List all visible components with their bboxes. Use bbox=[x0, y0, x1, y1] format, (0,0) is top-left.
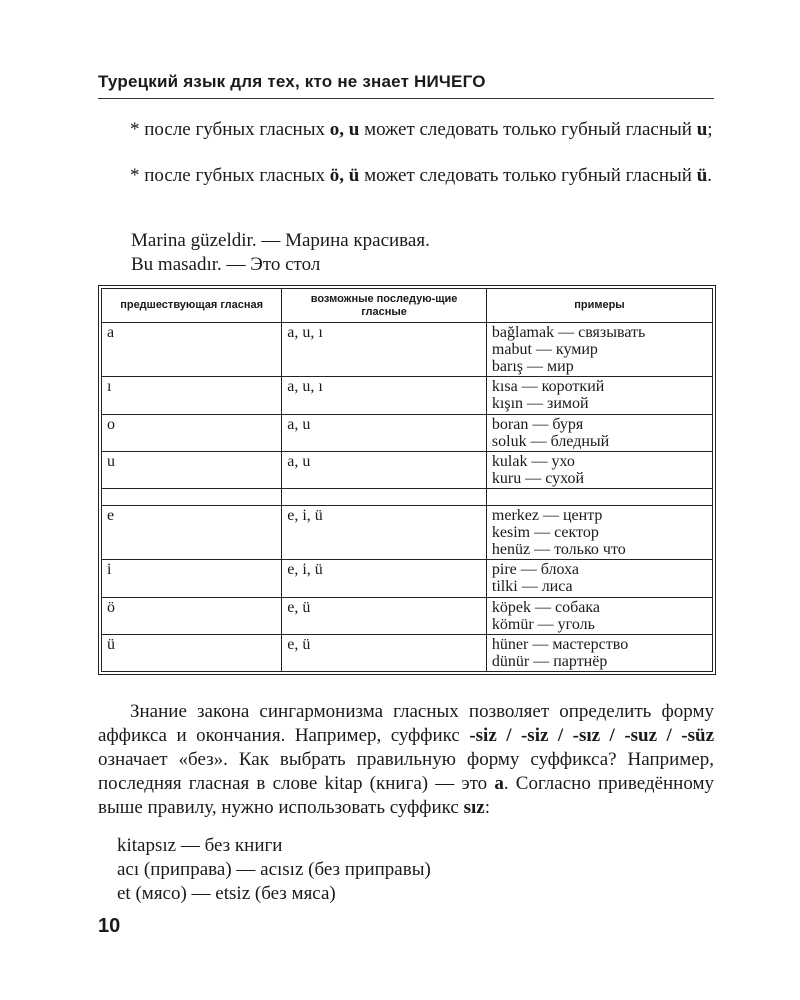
example-word: bağlamak — связывать bbox=[491, 324, 646, 341]
rule-text: . bbox=[707, 165, 713, 186]
example-word: dünür — партнёр bbox=[491, 652, 608, 670]
rule-text: * после губных гласных bbox=[130, 165, 330, 186]
next-vowels-cell: a, u bbox=[282, 451, 487, 488]
col-header-previous-vowel: предшествующая гласная bbox=[102, 289, 282, 323]
final-example-3: et (мясо) — etsiz (без мяса) bbox=[117, 883, 336, 904]
example-sentence-2: Bu masadır. — Это стол bbox=[131, 254, 321, 275]
examples-cell bbox=[486, 377, 712, 414]
example-word: kesim — сектор bbox=[491, 524, 599, 541]
examples-cell bbox=[486, 488, 712, 505]
previous-vowel-cell: i bbox=[102, 560, 282, 597]
example-word: henüz — только что bbox=[491, 541, 626, 558]
example-sentence-1: Marina güzeldir. — Марина красивая. bbox=[131, 230, 430, 251]
example-word: köpek — собака bbox=[491, 598, 600, 616]
final-example-2: acı (приправа) — acısız (без приправы) bbox=[117, 859, 431, 880]
next-vowels-cell: e, ü bbox=[282, 597, 487, 634]
example-word: merkez — центр bbox=[491, 507, 603, 524]
rule-bold-vowels: o, u bbox=[329, 119, 360, 140]
example-word: soluk — бледный bbox=[491, 432, 610, 450]
table-row bbox=[102, 506, 713, 560]
rule-text: может следовать только губный гласный bbox=[359, 165, 697, 186]
rule-bold-vowel: u bbox=[696, 119, 708, 140]
example-word: tilki — лиса bbox=[491, 578, 573, 596]
example-word: kısa — короткий bbox=[491, 378, 605, 396]
previous-vowel-cell: e bbox=[102, 506, 282, 560]
table-row bbox=[102, 451, 713, 488]
vowel-harmony-table bbox=[98, 285, 716, 675]
page-header: Турецкий язык для тех, кто не знает НИЧЕГО bbox=[98, 72, 714, 99]
previous-vowel-cell: u bbox=[102, 451, 282, 488]
example-word: kömür — уголь bbox=[491, 615, 595, 633]
previous-vowel-cell: ü bbox=[102, 634, 282, 671]
paragraph-text: Знание закона сингармонизма гласных позволяет определить форму аффикса и окончания. Например, суффикс bbox=[98, 701, 714, 746]
example-word: mabut — кумир bbox=[491, 341, 598, 358]
example-word: barış — мир bbox=[491, 358, 574, 375]
examples-cell bbox=[486, 451, 712, 488]
previous-vowel-cell: ö bbox=[102, 597, 282, 634]
rule-front-rounded-vowels bbox=[98, 164, 714, 188]
example-word: hüner — мастерство bbox=[491, 635, 629, 653]
paragraph-text: означает «без». Как выбрать правильную форму суффикса? Например, последняя гласная в слове kitap (книга) — это bbox=[98, 749, 714, 794]
examples-cell bbox=[486, 414, 712, 451]
examples-cell bbox=[486, 323, 712, 377]
rule-bold-vowel: ü bbox=[696, 165, 708, 186]
previous-vowel-cell: a bbox=[102, 323, 282, 377]
page-number: 10 bbox=[98, 915, 121, 937]
next-vowels-cell bbox=[282, 488, 487, 505]
example-word: pire — блоха bbox=[491, 561, 579, 579]
previous-vowel-cell: o bbox=[102, 414, 282, 451]
final-example-1: kitapsız — без книги bbox=[117, 835, 283, 856]
next-vowels-cell: e, ü bbox=[282, 634, 487, 671]
previous-vowel-cell: ı bbox=[102, 377, 282, 414]
example-word: boran — буря bbox=[491, 415, 584, 433]
table-row bbox=[102, 377, 713, 414]
col-header-examples: примеры bbox=[486, 289, 712, 323]
rule-bold-vowels: ö, ü bbox=[329, 165, 360, 186]
suffix-list: -siz / -siz / -sız / -suz / -süz bbox=[469, 725, 714, 746]
examples-cell bbox=[486, 634, 712, 671]
next-vowels-cell: a, u bbox=[282, 414, 487, 451]
next-vowels-cell: a, u, ı bbox=[282, 323, 487, 377]
example-word: kulak — ухо bbox=[491, 452, 575, 470]
bold-vowel-a: a bbox=[494, 773, 504, 794]
example-word: kuru — сухой bbox=[491, 469, 585, 487]
next-vowels-cell: e, i, ü bbox=[282, 560, 487, 597]
previous-vowel-cell bbox=[102, 488, 282, 505]
next-vowels-cell: a, u, ı bbox=[282, 377, 487, 414]
paragraph-text: . Согласно приведённому выше правилу, нужно использовать суффикс bbox=[98, 773, 714, 818]
examples-cell bbox=[486, 597, 712, 634]
table-row bbox=[102, 323, 713, 377]
vowel-table bbox=[101, 288, 713, 672]
table-row bbox=[102, 414, 713, 451]
rule-text: может следовать только губный гласный bbox=[359, 119, 697, 140]
explanation-paragraph bbox=[98, 700, 714, 820]
paragraph-text: : bbox=[484, 797, 490, 818]
table-row bbox=[102, 560, 713, 597]
rule-rounded-vowels bbox=[98, 118, 714, 142]
rule-text: ; bbox=[707, 119, 713, 140]
col-header-next-vowels: возможные последую-щие гласные bbox=[282, 289, 487, 323]
examples-cell bbox=[486, 560, 712, 597]
example-word: kışın — зимой bbox=[491, 395, 589, 413]
table-row bbox=[102, 597, 713, 634]
table-row bbox=[102, 488, 713, 505]
next-vowels-cell: e, i, ü bbox=[282, 506, 487, 560]
examples-cell bbox=[486, 506, 712, 560]
table-row bbox=[102, 634, 713, 671]
rule-text: * после губных гласных bbox=[130, 119, 330, 140]
bold-suffix: sız bbox=[463, 797, 485, 818]
